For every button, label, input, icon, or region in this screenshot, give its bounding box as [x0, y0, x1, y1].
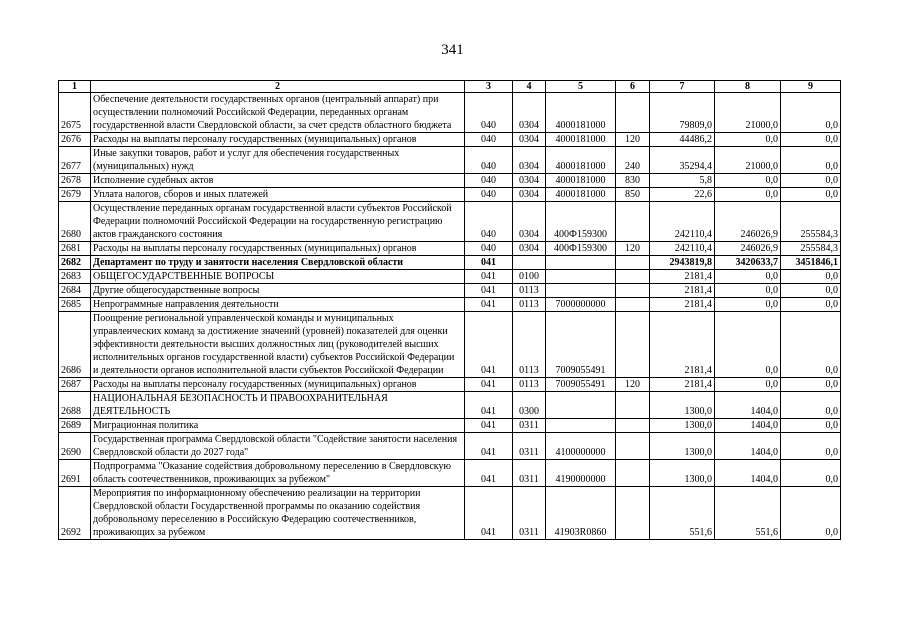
row-code-section: 0304 — [513, 133, 546, 147]
row-code-type — [616, 202, 650, 242]
row-description: Другие общегосударственные вопросы — [91, 284, 465, 298]
table-row — [59, 188, 841, 202]
row-code-target — [546, 392, 616, 419]
row-code-type — [616, 284, 650, 298]
row-description: Мероприятия по информационному обеспечению реализации на территории Свердловской области Государственной программы по оказанию содействия добровольному переселению в Российскую Федерацию соотечественников, проживающих за рубежом — [91, 487, 465, 540]
row-code-type — [616, 93, 650, 133]
row-number: 2679 — [59, 188, 91, 202]
row-amount-1: 2181,4 — [650, 270, 715, 284]
row-number: 2678 — [59, 174, 91, 188]
row-code-type — [616, 460, 650, 487]
table-row — [59, 256, 841, 270]
row-amount-1: 5,8 — [650, 174, 715, 188]
row-code-target: 400Ф159300 — [546, 242, 616, 256]
row-amount-2: 246026,9 — [715, 242, 781, 256]
table-row — [59, 93, 841, 133]
row-number: 2680 — [59, 202, 91, 242]
table-row — [59, 242, 841, 256]
row-amount-1: 35294,4 — [650, 147, 715, 174]
row-description: ОБЩЕГОСУДАРСТВЕННЫЕ ВОПРОСЫ — [91, 270, 465, 284]
row-number: 2683 — [59, 270, 91, 284]
row-amount-3: 0,0 — [781, 188, 841, 202]
row-number: 2689 — [59, 419, 91, 433]
row-description: Поощрение региональной управленческой команды и муниципальных управленческих команд за достижение значений (уровней) показателей для оценки эффективности деятельности высших должностных лиц (руководителей высших исполнительных органов государственной власти) субъектов Российской Федерации и деятельности органов исполнительной власти субъектов Российской Федерации — [91, 312, 465, 378]
row-number: 2684 — [59, 284, 91, 298]
row-code-grbs: 041 — [465, 378, 513, 392]
row-code-target: 4000181000 — [546, 93, 616, 133]
table-row — [59, 133, 841, 147]
row-amount-1: 1300,0 — [650, 460, 715, 487]
row-code-grbs: 041 — [465, 256, 513, 270]
row-number: 2687 — [59, 378, 91, 392]
row-code-grbs: 041 — [465, 298, 513, 312]
row-code-section: 0304 — [513, 188, 546, 202]
row-code-type: 120 — [616, 378, 650, 392]
row-amount-3: 0,0 — [781, 174, 841, 188]
row-number: 2692 — [59, 487, 91, 540]
row-code-target: 4190000000 — [546, 460, 616, 487]
table-row — [59, 378, 841, 392]
row-amount-3: 0,0 — [781, 312, 841, 378]
row-code-type: 830 — [616, 174, 650, 188]
row-code-section: 0304 — [513, 174, 546, 188]
row-code-target: 7009055491 — [546, 312, 616, 378]
row-amount-1: 242110,4 — [650, 202, 715, 242]
row-code-grbs: 040 — [465, 147, 513, 174]
page-number: 341 — [441, 42, 464, 58]
row-amount-1: 79809,0 — [650, 93, 715, 133]
row-code-section: 0304 — [513, 93, 546, 133]
table-row — [59, 460, 841, 487]
row-code-grbs: 040 — [465, 242, 513, 256]
row-amount-2: 0,0 — [715, 284, 781, 298]
table-row — [59, 487, 841, 540]
row-amount-3: 255584,3 — [781, 202, 841, 242]
budget-table — [58, 80, 841, 540]
row-amount-2: 0,0 — [715, 188, 781, 202]
row-amount-3: 0,0 — [781, 487, 841, 540]
row-code-section: 0100 — [513, 270, 546, 284]
row-code-target — [546, 256, 616, 270]
row-amount-3: 0,0 — [781, 133, 841, 147]
row-amount-1: 2943819,8 — [650, 256, 715, 270]
row-code-target — [546, 270, 616, 284]
row-amount-2: 1404,0 — [715, 433, 781, 460]
row-amount-3: 255584,3 — [781, 242, 841, 256]
row-code-target: 4100000000 — [546, 433, 616, 460]
header-cell: 4 — [513, 81, 546, 93]
row-code-grbs: 041 — [465, 460, 513, 487]
row-code-type — [616, 312, 650, 378]
row-code-target — [546, 419, 616, 433]
row-number: 2685 — [59, 298, 91, 312]
row-amount-2: 0,0 — [715, 133, 781, 147]
header-cell: 3 — [465, 81, 513, 93]
row-amount-2: 0,0 — [715, 298, 781, 312]
row-amount-3: 0,0 — [781, 378, 841, 392]
row-code-section: 0304 — [513, 242, 546, 256]
row-code-grbs: 040 — [465, 133, 513, 147]
row-code-grbs: 040 — [465, 174, 513, 188]
row-code-target: 4000181000 — [546, 174, 616, 188]
table-row — [59, 174, 841, 188]
row-amount-2: 0,0 — [715, 312, 781, 378]
row-code-type — [616, 487, 650, 540]
row-description: Расходы на выплаты персоналу государственных (муниципальных) органов — [91, 242, 465, 256]
row-code-target — [546, 284, 616, 298]
table-row — [59, 147, 841, 174]
row-code-target: 4000181000 — [546, 188, 616, 202]
header-cell: 6 — [616, 81, 650, 93]
header-cell: 7 — [650, 81, 715, 93]
row-amount-1: 242110,4 — [650, 242, 715, 256]
row-number: 2676 — [59, 133, 91, 147]
row-description: Государственная программа Свердловской области "Содействие занятости населения Свердловской области до 2027 года" — [91, 433, 465, 460]
header-cell: 5 — [546, 81, 616, 93]
row-amount-2: 551,6 — [715, 487, 781, 540]
row-description: Расходы на выплаты персоналу государственных (муниципальных) органов — [91, 133, 465, 147]
row-description: Департамент по труду и занятости населения Свердловской области — [91, 256, 465, 270]
row-code-target: 4000181000 — [546, 147, 616, 174]
row-amount-3: 3451846,1 — [781, 256, 841, 270]
row-amount-2: 21000,0 — [715, 93, 781, 133]
row-code-grbs: 040 — [465, 202, 513, 242]
row-code-grbs: 041 — [465, 312, 513, 378]
row-amount-2: 1404,0 — [715, 392, 781, 419]
row-description: Осуществление переданных органам государственной власти субъектов Российской Федерации полномочий Российской Федерации на государственную регистрацию актов гражданского состояния — [91, 202, 465, 242]
table-row — [59, 312, 841, 378]
row-amount-2: 21000,0 — [715, 147, 781, 174]
row-amount-1: 2181,4 — [650, 298, 715, 312]
table-row — [59, 433, 841, 460]
row-description: Исполнение судебных актов — [91, 174, 465, 188]
row-code-section: 0311 — [513, 460, 546, 487]
row-code-type — [616, 392, 650, 419]
row-code-section: 0113 — [513, 284, 546, 298]
row-amount-3: 0,0 — [781, 419, 841, 433]
row-number: 2675 — [59, 93, 91, 133]
row-code-section: 0311 — [513, 487, 546, 540]
row-description: НАЦИОНАЛЬНАЯ БЕЗОПАСНОСТЬ И ПРАВООХРАНИТЕЛЬНАЯ ДЕЯТЕЛЬНОСТЬ — [91, 392, 465, 419]
header-cell: 2 — [91, 81, 465, 93]
row-amount-3: 0,0 — [781, 270, 841, 284]
row-code-section: 0113 — [513, 298, 546, 312]
row-amount-1: 551,6 — [650, 487, 715, 540]
row-description: Обеспечение деятельности государственных органов (центральный аппарат) при осуществлении полномочий Российской Федерации, переданных органам государственной власти Свердловской области, за счет средств областного бюджета — [91, 93, 465, 133]
row-amount-1: 1300,0 — [650, 433, 715, 460]
row-amount-1: 2181,4 — [650, 284, 715, 298]
row-amount-3: 0,0 — [781, 298, 841, 312]
row-amount-2: 0,0 — [715, 174, 781, 188]
table-row — [59, 298, 841, 312]
row-code-target: 7009055491 — [546, 378, 616, 392]
row-code-type — [616, 270, 650, 284]
row-code-section: 0311 — [513, 419, 546, 433]
table-header-row — [59, 81, 841, 93]
header-cell: 1 — [59, 81, 91, 93]
row-amount-1: 2181,4 — [650, 378, 715, 392]
row-amount-3: 0,0 — [781, 284, 841, 298]
row-number: 2677 — [59, 147, 91, 174]
row-code-grbs: 040 — [465, 188, 513, 202]
row-description: Расходы на выплаты персоналу государственных (муниципальных) органов — [91, 378, 465, 392]
row-amount-1: 1300,0 — [650, 419, 715, 433]
row-code-grbs: 041 — [465, 487, 513, 540]
row-code-type: 850 — [616, 188, 650, 202]
table-row — [59, 392, 841, 419]
row-number: 2686 — [59, 312, 91, 378]
row-code-section — [513, 256, 546, 270]
row-code-target: 41903R0860 — [546, 487, 616, 540]
row-amount-1: 2181,4 — [650, 312, 715, 378]
row-description: Непрограммные направления деятельности — [91, 298, 465, 312]
row-amount-2: 0,0 — [715, 378, 781, 392]
row-code-target: 7000000000 — [546, 298, 616, 312]
row-code-section: 0304 — [513, 147, 546, 174]
row-description: Миграционная политика — [91, 419, 465, 433]
row-amount-3: 0,0 — [781, 460, 841, 487]
row-number: 2690 — [59, 433, 91, 460]
table-row — [59, 270, 841, 284]
row-amount-2: 1404,0 — [715, 419, 781, 433]
row-code-target: 400Ф159300 — [546, 202, 616, 242]
row-amount-1: 44486,2 — [650, 133, 715, 147]
row-amount-2: 3420633,7 — [715, 256, 781, 270]
header-cell: 9 — [781, 81, 841, 93]
row-code-grbs: 041 — [465, 419, 513, 433]
row-code-grbs: 040 — [465, 93, 513, 133]
row-amount-2: 246026,9 — [715, 202, 781, 242]
row-code-section: 0113 — [513, 312, 546, 378]
row-amount-1: 22,6 — [650, 188, 715, 202]
row-code-section: 0311 — [513, 433, 546, 460]
row-code-type — [616, 419, 650, 433]
row-code-grbs: 041 — [465, 433, 513, 460]
row-amount-3: 0,0 — [781, 392, 841, 419]
row-description: Иные закупки товаров, работ и услуг для обеспечения государственных (муниципальных) нужд — [91, 147, 465, 174]
header-cell: 8 — [715, 81, 781, 93]
row-amount-2: 1404,0 — [715, 460, 781, 487]
row-description: Подпрограмма "Оказание содействия добровольному переселению в Свердловскую область соотечественников, проживающих за рубежом" — [91, 460, 465, 487]
row-number: 2681 — [59, 242, 91, 256]
row-number: 2682 — [59, 256, 91, 270]
row-code-type — [616, 298, 650, 312]
row-code-type: 120 — [616, 133, 650, 147]
row-code-type: 240 — [616, 147, 650, 174]
row-description: Уплата налогов, сборов и иных платежей — [91, 188, 465, 202]
row-number: 2688 — [59, 392, 91, 419]
row-code-grbs: 041 — [465, 392, 513, 419]
table-row — [59, 284, 841, 298]
row-code-section: 0304 — [513, 202, 546, 242]
row-code-grbs: 041 — [465, 284, 513, 298]
row-code-type: 120 — [616, 242, 650, 256]
row-code-type — [616, 256, 650, 270]
row-code-target: 4000181000 — [546, 133, 616, 147]
row-amount-3: 0,0 — [781, 433, 841, 460]
table-row — [59, 419, 841, 433]
row-amount-1: 1300,0 — [650, 392, 715, 419]
row-code-section: 0113 — [513, 378, 546, 392]
row-amount-3: 0,0 — [781, 93, 841, 133]
row-code-type — [616, 433, 650, 460]
row-amount-3: 0,0 — [781, 147, 841, 174]
row-number: 2691 — [59, 460, 91, 487]
row-code-section: 0300 — [513, 392, 546, 419]
table-row — [59, 202, 841, 242]
row-code-grbs: 041 — [465, 270, 513, 284]
row-amount-2: 0,0 — [715, 270, 781, 284]
